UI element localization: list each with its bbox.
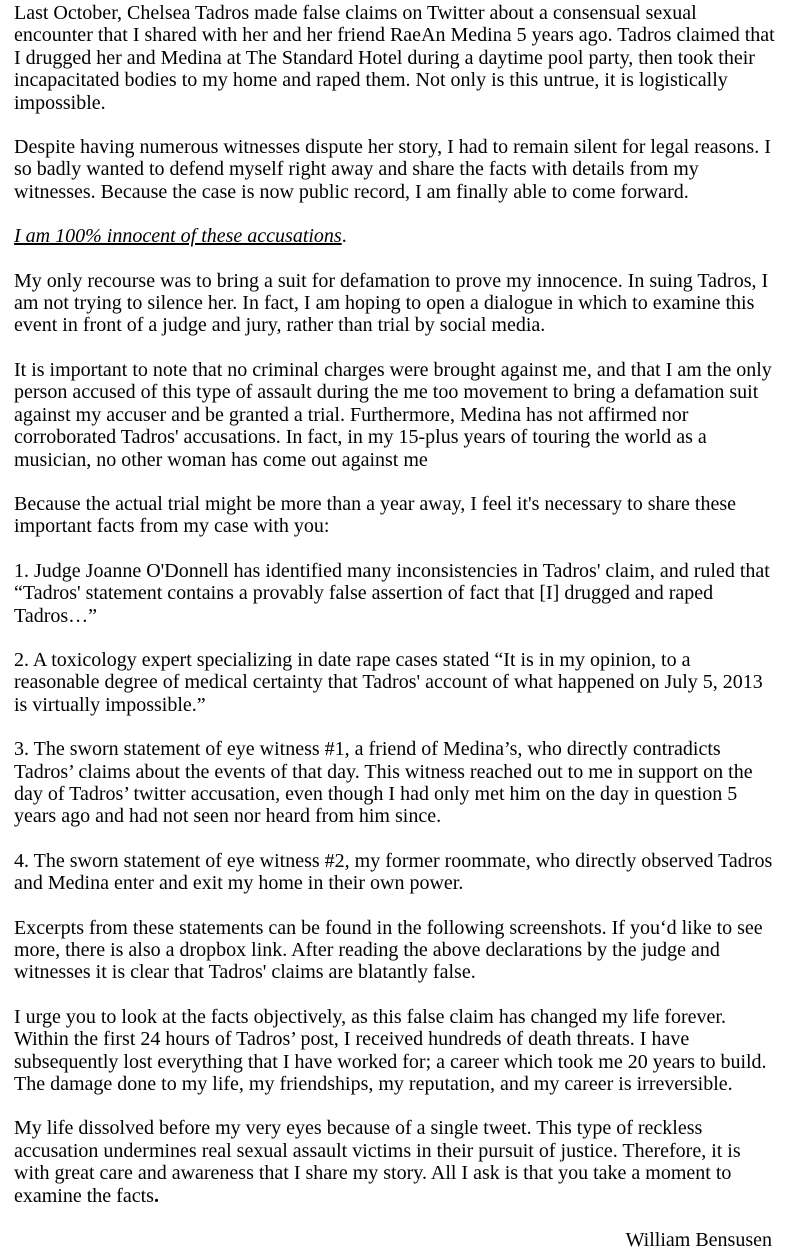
innocence-statement: I am 100% innocent of these accusations: [14, 225, 342, 248]
list-item-witness-2: 4. The sworn statement of eye witness #2, my former roommate, who directly observed Tadros and Medina enter and exit my home in their own power.: [14, 849, 773, 895]
paragraph-charges: It is important to note that no criminal charges were brought against me, and that I am the only person accused of this type of assault during the me too movement to bring a defamation suit against my accuser and be granted a trial. Furthermore, Medina has not affirmed nor corroborated Tadros' accusations. In fact, in my 15-plus years of touring the world as a musician, no other woman has come out against me: [14, 358, 772, 471]
list-item-judge: 1. Judge Joanne O'Donnell has identified many inconsistencies in Tadros' claim, and ruled that “Tadros' statement contains a provably false assertion of fact that [I] drugged and raped Tadros…”: [14, 559, 770, 627]
list-item-witness-1: 3. The sworn statement of eye witness #1, a friend of Medina’s, who directly contradicts Tadros’ claims about the events of that day. This witness reached out to me in support on the day of Tadros’ twitter accusation, even though I had only met him on the day in question 5 years ago and had not seen nor heard from him since.: [14, 738, 753, 828]
paragraph-silence: Despite having numerous witnesses dispute her story, I had to remain silent for legal reasons. I so badly wanted to defend myself right away and share the facts with details from my witnesses. Because the case is now public record, I am finally able to come forward.: [14, 136, 771, 203]
paragraph-excerpts: Excerpts from these statements can be found in the following screenshots. If you‘d like to see more, there is also a dropbox link. After reading the above declarations by the judge and witnesses it is clear that Tadros' claims are blatantly false.: [14, 916, 763, 984]
paragraph-impact: I urge you to look at the facts objectively, as this false claim has changed my life forever. Within the first 24 hours of Tadros’ post, I received hundreds of death threats. I have subsequently lost everything that I have worked for; a career which took me 20 years to build. The damage done to my life, my friendships, my reputation, and my career is irreversible.: [14, 1005, 767, 1096]
paragraph-closing: [14, 1117, 780, 1207]
paragraph-recourse: My only recourse was to bring a suit for defamation to prove my innocence. In suing Tadros, I am not trying to silence her. In fact, I am hoping to open a dialogue in which to examine this event in front of a judge and jury, rather than trial by social media.: [14, 269, 769, 337]
paragraph-innocence: [14, 225, 780, 247]
paragraph-facts-intro: Because the actual trial might be more than a year away, I feel it's necessary to share these important facts from my case with you:: [14, 492, 736, 538]
innocence-period: .: [341, 225, 347, 248]
signature: William Bensusen: [625, 1229, 772, 1251]
list-item-toxicology: 2. A toxicology expert specializing in date rape cases stated “It is in my opinion, to a reasonable degree of medical certainty that Tadros' account of what happened on July 5, 2013 is virtually impossible.”: [14, 648, 763, 716]
paragraph-intro: Last October, Chelsea Tadros made false claims on Twitter about a consensual sexual encounter that I shared with her and her friend RaeAn Medina 5 years ago. Tadros claimed that I drugged her and Medina at The Standard Hotel during a daytime pool party, then took their incapacitated bodies to my home and raped them. Not only is this untrue, it is logistically impossible.: [14, 2, 775, 114]
closing-text: My life dissolved before my very eyes because of a single tweet. This type of reckless accusation undermines real sexual assault victims in their pursuit of justice. Therefore, it is with great care and awareness that I share my story. All I ask is that you take a moment to examine the facts: [14, 1117, 741, 1207]
closing-period: .: [153, 1184, 159, 1207]
